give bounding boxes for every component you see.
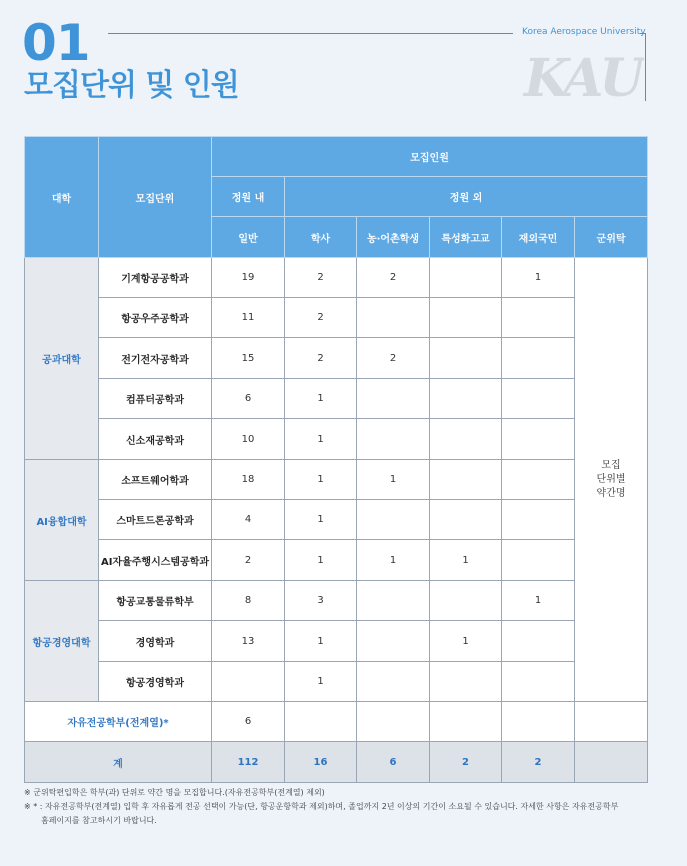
table-row [25,621,648,662]
dept-cell: 경영학과 [99,621,212,662]
bachelor-cell: 1 [285,460,357,500]
empty-cell [285,702,357,742]
university-name: Korea Aerospace University [522,27,646,37]
general-cell [212,662,285,702]
bachelor-cell: 1 [285,662,357,702]
table-row [25,540,648,581]
table-row [25,298,648,338]
general-cell: 15 [212,338,285,379]
dept-cell: 소프트웨어학과 [99,460,212,500]
header-rural: 농·어촌학생 [357,217,430,258]
header-general: 일반 [212,217,285,258]
header-outside-quota: 정원 외 [285,177,648,217]
dept-cell: 항공경영학과 [99,662,212,702]
general-cell: 6 [212,702,285,742]
dept-cell: 컴퓨터공학과 [99,379,212,419]
total-military [575,742,648,783]
dept-cell: 항공우주공학과 [99,298,212,338]
rural-cell [357,298,430,338]
table-row [25,338,648,379]
military-note-cell [575,258,648,702]
footnote: ※ 군위탁편입학은 학부(과) 단위로 약간 명을 모집합니다.(자유전공학부(전계열) 제외) [24,788,325,797]
footnotes [24,786,654,828]
special-hs-cell: 1 [430,540,502,581]
footnote: ※ * : 자유전공학부(전계열) 입학 후 자유롭게 전공 선택이 가능(단, 항공운항학과 제외)하며, 졸업까지 2년 이상의 기간이 소요될 수 있습니다. 자세한 사항은 자유전공학부 [24,802,619,811]
special-hs-cell [430,379,502,419]
header-within-quota: 정원 내 [212,177,285,217]
dept-cell: AI자율주행시스템공학과 [99,540,212,581]
table-row [25,258,648,298]
general-cell: 19 [212,258,285,298]
kau-logo-text: KAU [524,48,641,104]
total-row [25,742,648,783]
kau-logo [522,48,644,104]
table-row [25,500,648,540]
bachelor-cell: 1 [285,540,357,581]
overseas-cell [502,338,575,379]
rural-cell [357,581,430,621]
dept-cell: 기계항공공학과 [99,258,212,298]
special-hs-cell: 1 [430,621,502,662]
special-hs-cell [430,419,502,460]
free-major-row [25,702,648,742]
general-cell: 6 [212,379,285,419]
general-cell: 13 [212,621,285,662]
total-overseas: 2 [502,742,575,783]
total-special-hs: 2 [430,742,502,783]
header-recruit-count: 모집인원 [212,137,648,177]
overseas-cell [502,540,575,581]
free-major-label: 자유전공학부(전계열)* [25,702,212,742]
special-hs-cell [430,581,502,621]
general-cell: 2 [212,540,285,581]
rural-cell [357,379,430,419]
header-bachelor: 학사 [285,217,357,258]
total-rural: 6 [357,742,430,783]
special-hs-cell [430,338,502,379]
dept-cell: 스마트드론공학과 [99,500,212,540]
general-cell: 10 [212,419,285,460]
bachelor-cell: 1 [285,621,357,662]
rural-cell: 1 [357,460,430,500]
rural-cell: 2 [357,258,430,298]
bachelor-cell: 1 [285,500,357,540]
rural-cell [357,419,430,460]
table-row [25,419,648,460]
header-special-hs: 특성화고교 [430,217,502,258]
dept-cell: 항공교통물류학부 [99,581,212,621]
table-row [25,379,648,419]
header-overseas: 재외국민 [502,217,575,258]
overseas-cell [502,460,575,500]
total-general: 112 [212,742,285,783]
table-row [25,662,648,702]
overseas-cell [502,298,575,338]
special-hs-cell [430,500,502,540]
military-note-line: 단위별 [596,473,626,485]
total-label: 계 [25,742,212,783]
rural-cell [357,621,430,662]
college-cell: 공과대학 [25,258,99,460]
empty-cell [575,702,648,742]
bachelor-cell: 1 [285,379,357,419]
general-cell: 8 [212,581,285,621]
overseas-cell [502,662,575,702]
military-note-line: 모집 [601,459,621,471]
section-number: 01 [22,14,90,72]
header-military: 군위탁 [575,217,648,258]
empty-cell [430,702,502,742]
bachelor-cell: 1 [285,419,357,460]
table-row [25,581,648,621]
empty-cell [502,702,575,742]
bachelor-cell: 3 [285,581,357,621]
empty-cell [357,702,430,742]
header-rule [108,33,513,34]
general-cell: 4 [212,500,285,540]
special-hs-cell [430,662,502,702]
general-cell: 18 [212,460,285,500]
college-cell: AI융합대학 [25,460,99,581]
dept-cell: 신소재공학과 [99,419,212,460]
overseas-cell [502,419,575,460]
rural-cell [357,662,430,702]
bachelor-cell: 2 [285,298,357,338]
college-cell: 항공경영대학 [25,581,99,702]
overseas-cell: 1 [502,581,575,621]
overseas-cell [502,379,575,419]
recruitment-table [24,136,648,783]
special-hs-cell [430,460,502,500]
header-college: 대학 [25,137,99,258]
rural-cell [357,500,430,540]
rural-cell: 1 [357,540,430,581]
bachelor-cell: 2 [285,338,357,379]
bachelor-cell: 2 [285,258,357,298]
table-row [25,460,648,500]
dept-cell: 전기전자공학과 [99,338,212,379]
special-hs-cell [430,298,502,338]
overseas-cell [502,621,575,662]
header-unit: 모집단위 [99,137,212,258]
rural-cell: 2 [357,338,430,379]
overseas-cell: 1 [502,258,575,298]
total-bachelor: 16 [285,742,357,783]
special-hs-cell [430,258,502,298]
overseas-cell [502,500,575,540]
general-cell: 11 [212,298,285,338]
military-note-line: 약간명 [596,487,626,499]
page-title: 모집단위 및 인원 [24,68,239,103]
footnote-continued: 홈페이지를 참고하시기 바랍니다. [41,816,157,825]
